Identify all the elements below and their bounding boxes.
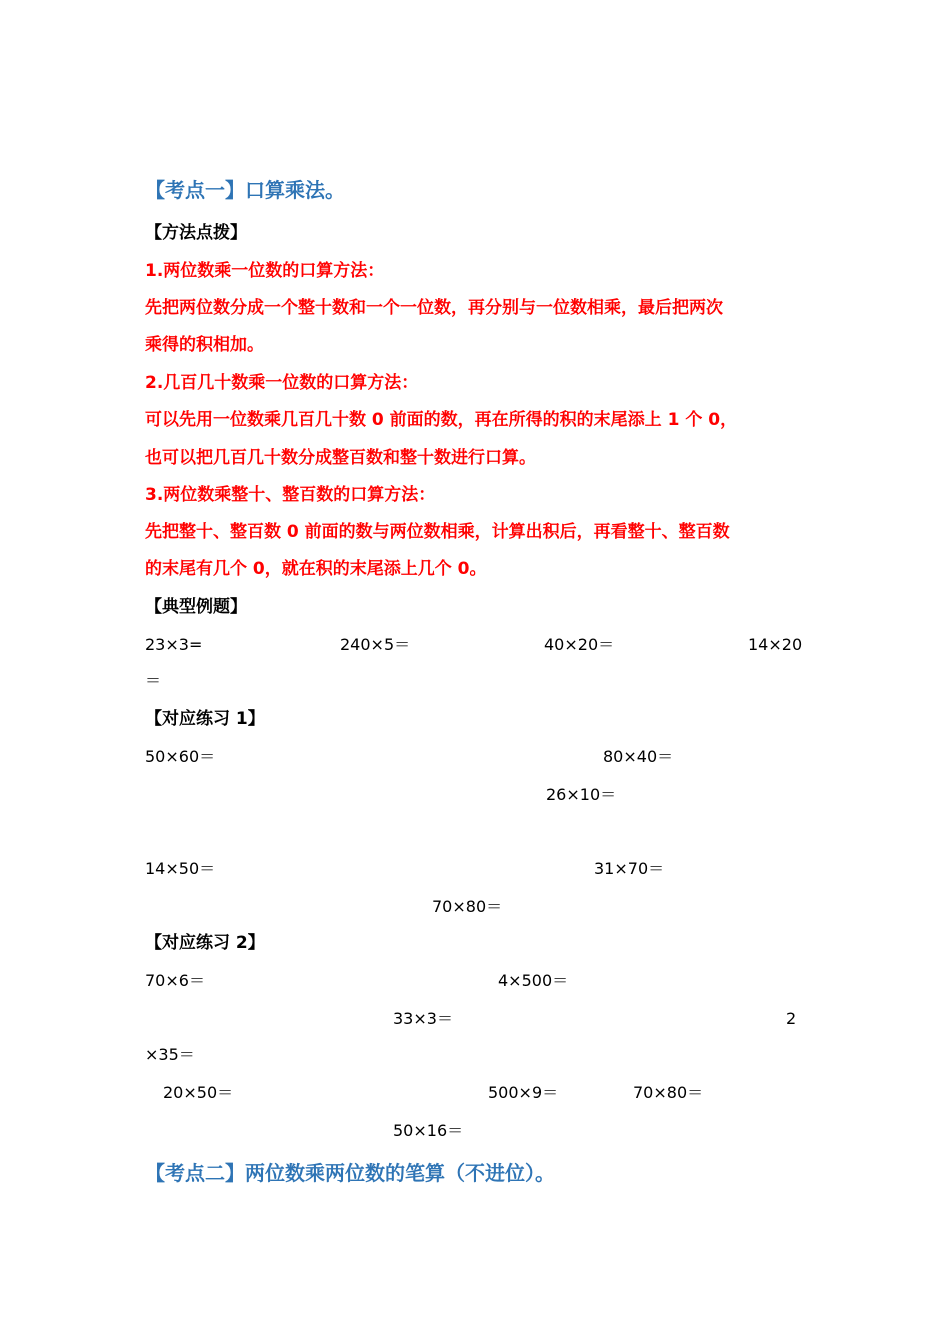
- practice1-equation: 50×60＝: [145, 747, 216, 766]
- practice2-equation: 4×500＝: [498, 971, 569, 990]
- practice1-equation: 31×70＝: [594, 859, 665, 878]
- practice1-equation: 70×80＝: [432, 897, 503, 916]
- practice2-equation: ×35＝: [145, 1045, 195, 1064]
- practice2-equation: 70×80＝: [633, 1083, 704, 1102]
- method-label: 【方法点拨】: [145, 223, 247, 243]
- practice2-equation: 500×9＝: [488, 1083, 559, 1102]
- example-equation: ＝: [145, 671, 162, 690]
- example-equation: 14×20: [748, 635, 803, 654]
- practice1-equation: 14×50＝: [145, 859, 216, 878]
- method-line-3: 乘得的积相加。: [145, 335, 264, 355]
- practice2-equation: 50×16＝: [393, 1121, 464, 1140]
- example-equation: 40×20＝: [544, 635, 615, 654]
- section1-title: 【考点一】口算乘法。: [145, 178, 345, 202]
- method-line-9: 的末尾有几个 0，就在积的末尾添上几个 0。: [145, 559, 487, 579]
- practice2-equation: 33×3＝: [393, 1009, 453, 1028]
- practice2-equation: 70×6＝: [145, 971, 205, 990]
- practice2-equation: 2: [786, 1009, 797, 1028]
- method-line-8: 先把整十、整百数 0 前面的数与两位数相乘，计算出积后，再看整十、整百数: [145, 522, 730, 542]
- practice1-equation: 80×40＝: [603, 747, 674, 766]
- example-label: 【典型例题】: [145, 597, 247, 617]
- method-line-2: 先把两位数分成一个整十数和一个一位数，再分别与一位数相乘，最后把两次: [145, 298, 723, 318]
- example-equation: 23×3=: [145, 635, 203, 654]
- method-line-6: 也可以把几百几十数分成整百数和整十数进行口算。: [145, 448, 536, 468]
- practice2-label: 【对应练习 2】: [145, 933, 265, 953]
- section2-title: 【考点二】两位数乘两位数的笔算（不进位）。: [145, 1161, 555, 1185]
- method-line-4: 2.几百几十数乘一位数的口算方法：: [145, 373, 419, 393]
- method-line-5: 可以先用一位数乘几百几十数 0 前面的数，再在所得的积的末尾添上 1 个 0，: [145, 410, 738, 430]
- practice2-equation: 20×50＝: [163, 1083, 234, 1102]
- method-line-1: 1.两位数乘一位数的口算方法：: [145, 261, 385, 281]
- example-equation: 240×5＝: [340, 635, 411, 654]
- practice1-label: 【对应练习 1】: [145, 709, 265, 729]
- practice1-equation: 26×10＝: [546, 785, 617, 804]
- method-line-7: 3.两位数乘整十、整百数的口算方法：: [145, 485, 436, 505]
